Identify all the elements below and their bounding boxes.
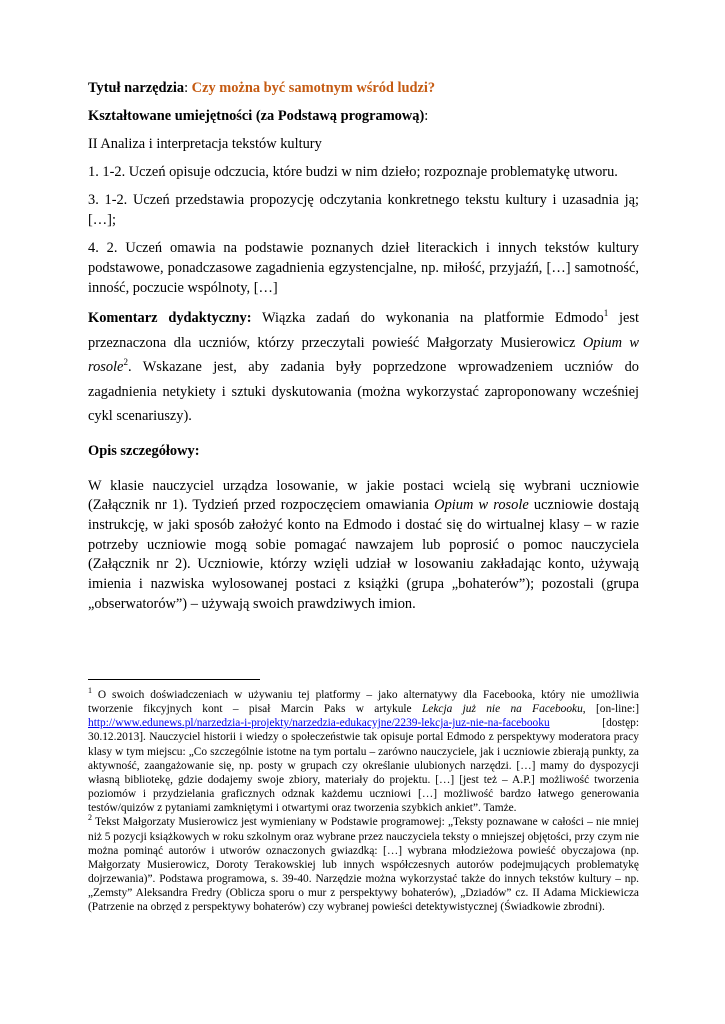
footnote-divider [88,679,260,680]
footnotes [88,679,639,915]
footnote-ref-2[interactable]: 2 [123,357,128,368]
book-title: Opium w rosole [88,334,639,375]
details-heading: Opis szczegółowy: [88,442,200,459]
book-title: Opium w rosole [434,497,529,514]
footnote-1: $^1$ O swoich doświadczeniach w używaniu tej platformy – jako alternatywy dla Facebooka, który nie umożliwia tworzenie fikcyjnych kont – pisał Marcin Paks w artykule Lekcja już nie na Facebooku, [on-line:] http://www.edunews.pl/narzedzia-i-projekty/narzedzia-edukacyjne/2239-lekcja-juz-nie-na-facebooku [dostęp: 30.12.2013]. Nauczyciel historii i wiedzy o społeczeństwie tak opisuje portal Edmodo z perspektywy moderatora pracy klasy w tym miejscu: „Co szczególnie istotne na tym portalu – zarówno nauczyciele, jak i uczniowie zbierają punkty, za aktywność, zaangażowanie się, np. posty w grupach czy określanie ulubionych narzędzi. […] mamy do dyspozycji własną bibliotekę, gdzie dodajemy swoje zbiory, materiały do projektu. […] [jest też – A.P.] możliwość tworzenia poziomów i przydzielania graficznych odznak każdemu uczniowi […] możliwość bardzo łatwego generowania testów/quizów z pytaniami zamkniętymi i otwartymi oraz tworzenia szybkich ankiet”. Tamże. [88,686,639,815]
article-link[interactable]: http://www.edunews.pl/narzedzia-i-projekty/narzedzia-edukacyjne/2239-lekcja-juz-nie-na-facebooku [88,717,550,730]
footnote-2: $^2$ Tekst Małgorzaty Musierowicz jest wymieniany w Podstawie programowej: „Teksty poznawane w całości – nie mniej niż 5 pozycji książkowych w roku szkolnym oraz wybrane przez nauczyciela teksty o mniejszej objętości, przy czym nie można pominąć autorów i utworów oznaczonych gwiazdką: […] wybrana młodzieżowa powieść obyczajowa (np. Małgorzaty Musierowicz, Doroty Terakowskiej lub innych współczesnych autorów podejmujących problematykę dojrzewania)”. Podstawa programowa, s. 39-40. Narzędzie można wykorzystać także do innych tekstów kultury – np. „Zemsty” Aleksandra Fredry (Oblicza sporu o mur z perspektywy bohaterów), „Dziadów” cz. II Adama Mickiewicza (Patrzenie na obrzęd z perspektywy bohaterów) czy wybranej powieści detektywistycznej (Świadkowie zbrodni). [88,813,639,914]
footnote-ref-1[interactable]: 1 [603,308,609,319]
details-paragraph: W klasie nauczyciel urządza losowanie, w jakie postaci wcielą się wybrani uczniowie (Załącznik nr 1). Tydzień przed rozpoczęciem omawiania Opium w rosole uczniowie dostają instrukcję, w jaki sposób założyć konto na Edmodo i dostać się do wirtualnej klasy – w razie potrzeby uczniowie mogą sobie pomagać nawzajem lub poprosić o pomoc nauczyciela (Załącznik nr 2). Uczniowie, którzy wzięli udział w losowaniu zakładając konto, używają imienia i nazwiska wylosowanej postaci z książki (grupa „bohaterów”); pozostali (grupa „obserwatorów”) – używają swoich prawdziwych imion. [88,477,639,612]
didactic-comment: Komentarz dydaktyczny: Wiązka zadań do wykonania na platformie Edmodo$^1$ jest przeznaczona dla uczniów, którzy przeczytali powieść Małgorzaty Musierowicz Opium w rosole$^2$. Wskazane jest, aby zadania były poprzedzone wprowadzeniem uczniów do zagadnienia netykiety i sztuki dyskutowania (można wykorzystać zaproponowany wcześniej cykl scenariuszy). [88,308,639,424]
main-content [88,78,639,614]
tool-title-label: Tytuł narzędzia [88,80,185,96]
didactic-comment-label: Komentarz dydaktyczny: [88,310,252,326]
skills-item-4: 4. 2. Uczeń omawia na podstawie poznanych dzieł literackich i innych tekstów kultury podstawowe, ponadczasowe zagadnienia egzystencjalne, np. miłość, przyjaźń, […] samotność, inność, poczucie wspólnoty, […] [88,240,639,296]
skills-section: II Analiza i interpretacja tekstów kultury [88,136,322,152]
skills-heading: Kształtowane umiejętności (za Podstawą programową): [88,108,429,124]
tool-title-value: Czy można być samotnym wśród ludzi? [191,80,436,96]
tool-title: Tytuł narzędzia: Czy można być samotnym wśród ludzi? [88,80,436,96]
skills-item-3: 3. 1-2. Uczeń przedstawia propozycję odczytania konkretnego tekstu kultury i uzasadnia ją; […]; [88,192,639,228]
article-title: Lekcja już nie na Facebooku [421,703,583,716]
skills-item-1: 1. 1-2. Uczeń opisuje odczucia, które budzi w nim dzieło; rozpoznaje problematykę utworu. [88,164,618,180]
